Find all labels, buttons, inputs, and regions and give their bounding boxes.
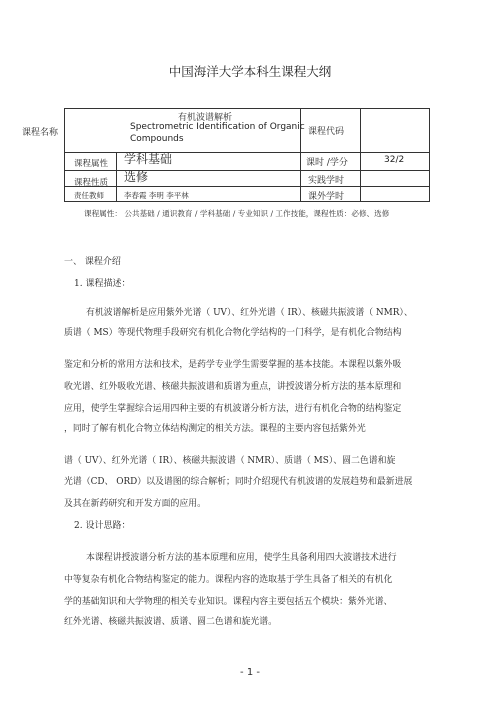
- paragraph-line: 收光谱、红外吸收光谱、核磁共振波谱和质谱为重点，讲授波谱分析方法的基本原理和: [64, 382, 402, 392]
- paragraph-line: 光谱（CD、 ORD）以及谱图的综合解析；同时介绍现代有机波谱的发展趋势和最新进展: [64, 477, 413, 487]
- course-name-en-line1: Spectrometric Identification of Organic: [130, 122, 305, 132]
- paragraph-line: 中等复杂有机化合物结构鉴定的能力。课程内容的选取基于学生具备了相关的有机化: [64, 575, 393, 585]
- subheading-description: 1. 课程描述：: [74, 279, 131, 289]
- course-name-cn: 有机波谱解析: [178, 113, 233, 123]
- section-heading-intro: 一、 课程介绍: [64, 257, 121, 267]
- course-nature-value: 选修: [124, 170, 149, 184]
- hours-credit-label: 课时 /学分: [306, 158, 348, 168]
- teacher-label: 责任教师: [74, 191, 104, 200]
- paragraph-line: 鉴定和分析的常用方法和技术，是药学专业学生需要掌握的基本技能。本课程以紫外吸: [64, 360, 402, 370]
- course-name-label: 课程名称: [22, 128, 59, 138]
- table-line: [64, 201, 430, 202]
- table-line: [64, 152, 430, 153]
- paragraph-line: 应用，使学生掌握综合运用四种主要的有机波谱分析方法，进行有机化合物的结构鉴定: [64, 404, 402, 414]
- paragraph-line: 及其在新药研究和开发方面的应用。: [64, 499, 206, 509]
- paragraph-line: ，同时了解有机化合物立体结构测定的相关方法。课程的主要内容包括紫外光: [64, 424, 366, 434]
- table-line: [429, 108, 430, 202]
- table-line: [360, 108, 361, 202]
- table-line: [64, 108, 430, 109]
- hours-credit-value: 32/2: [384, 155, 405, 165]
- course-name-en-line2: Compounds: [130, 134, 184, 144]
- paragraph-line: 红外光谱、核磁共振波谱、质谱、圆二色谱和旋光谱。: [64, 617, 277, 627]
- paragraph-line: 本课程讲授波谱分析方法的基本原理和应用，使学生具备利用四大波谱技术进行: [86, 553, 397, 563]
- table-line: [64, 170, 430, 171]
- table-line: [116, 152, 117, 202]
- attribute-note: 课程属性： 公共基础 / 通识教育 / 学科基础 / 专业知识 / 工作技能，课程性质：必修、选修: [84, 209, 390, 218]
- table-line: [64, 186, 430, 187]
- paragraph-line: 质谱（ MS）等现代物理手段研究有机化合物化学结构的一门科学，是有机化合物结构: [64, 328, 402, 338]
- course-attribute-label: 课程属性: [74, 159, 109, 169]
- document-title: 中国海洋大学本科生课程大纲: [168, 64, 332, 79]
- paragraph-line: 谱（ UV）、红外光谱（ IR）、核磁共振波谱（ NMR）、质谱（ MS）、圆二色谱和旋: [64, 456, 396, 466]
- course-nature-label: 课程性质: [74, 178, 109, 188]
- course-attribute-value: 学科基础: [124, 152, 173, 166]
- extra-hours-label: 课外学时: [308, 192, 345, 202]
- practice-hours-label: 实践学时: [308, 176, 345, 186]
- paragraph-line: 学的基础知识和大学物理的相关专业知识。课程内容主要包括五个模块：紫外光谱、: [64, 597, 393, 607]
- subheading-design: 2. 设计思路：: [74, 521, 131, 531]
- table-line: [64, 108, 65, 202]
- page-number: - 1 -: [240, 667, 260, 678]
- paragraph-line: 有机波谱解析是应用紫外光谱（ UV）、红外光谱（ IR）、核磁共振波谱（ NMR）、: [86, 308, 413, 318]
- teacher-value: 李春霞 李明 李平林: [124, 191, 189, 200]
- course-code-label: 课程代码: [308, 127, 345, 137]
